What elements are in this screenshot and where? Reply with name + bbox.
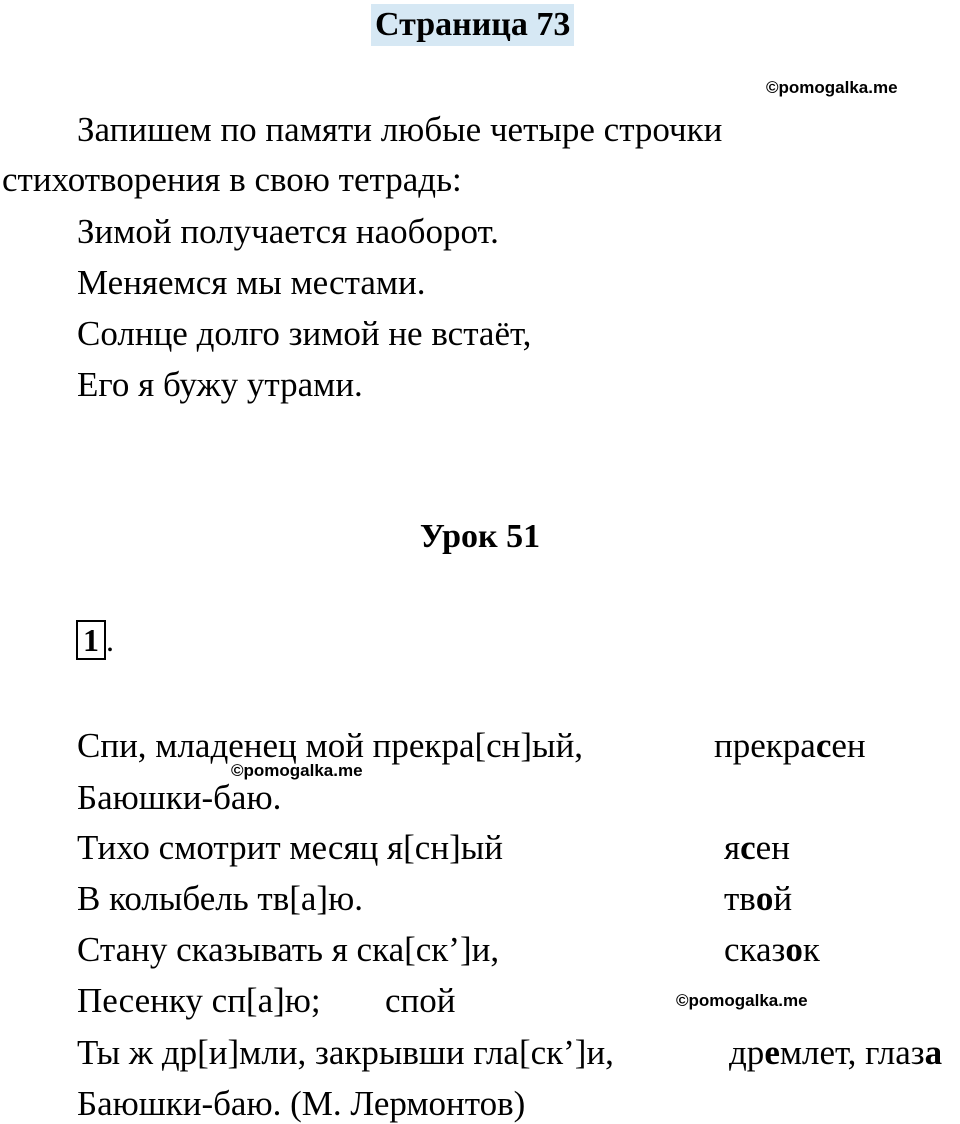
- task-number-box: 1: [76, 620, 106, 660]
- watermark: ©pomogalka.me: [766, 78, 898, 97]
- lullaby-line-3: Тихо смотрит месяц я[сн]ый: [77, 828, 503, 867]
- check-word-2: ясен: [724, 828, 790, 867]
- page-title: Страница 73: [371, 4, 574, 46]
- task-number-dot: .: [106, 622, 114, 658]
- poem-line-2: Меняемся мы местами.: [77, 263, 426, 302]
- task-number: [76, 620, 114, 660]
- watermark-3: ©pomogalka.me: [676, 991, 808, 1010]
- intro-line-1: Запишем по памяти любые четыре строчки: [77, 110, 723, 149]
- poem-line-4: Его я бужу утрами.: [77, 365, 363, 404]
- check-word-1: прекрасен: [714, 726, 866, 765]
- check-word-4: сказок: [724, 930, 820, 969]
- check-word-3: твой: [724, 879, 793, 918]
- intro-line-2: стихотворения в свою тетрадь:: [2, 160, 462, 199]
- lullaby-line-5: Стану сказывать я ска[ск’]и,: [77, 930, 500, 969]
- poem-line-1: Зимой получается наоборот.: [77, 212, 499, 251]
- lullaby-line-8: Баюшки-баю. (М. Лермонтов): [77, 1084, 526, 1123]
- lesson-title: Урок 51: [419, 518, 541, 555]
- check-word-5-6: дремлет, глаза: [729, 1033, 943, 1072]
- poem-line-3: Солнце долго зимой не встаёт,: [77, 314, 532, 353]
- lullaby-line-6: Песенку сп[а]ю;: [77, 981, 321, 1020]
- inline-check-word: спой: [385, 981, 456, 1020]
- lullaby-line-4: В колыбель тв[а]ю.: [77, 879, 363, 918]
- lullaby-line-2: Баюшки-баю.: [77, 778, 282, 817]
- lullaby-line-7: Ты ж др[и]мли, закрывши гла[ск’]и,: [77, 1033, 614, 1072]
- watermark-2: ©pomogalka.me: [231, 761, 363, 780]
- lullaby-line-1: Спи, младенец мой прекра[сн]ый,: [77, 726, 584, 765]
